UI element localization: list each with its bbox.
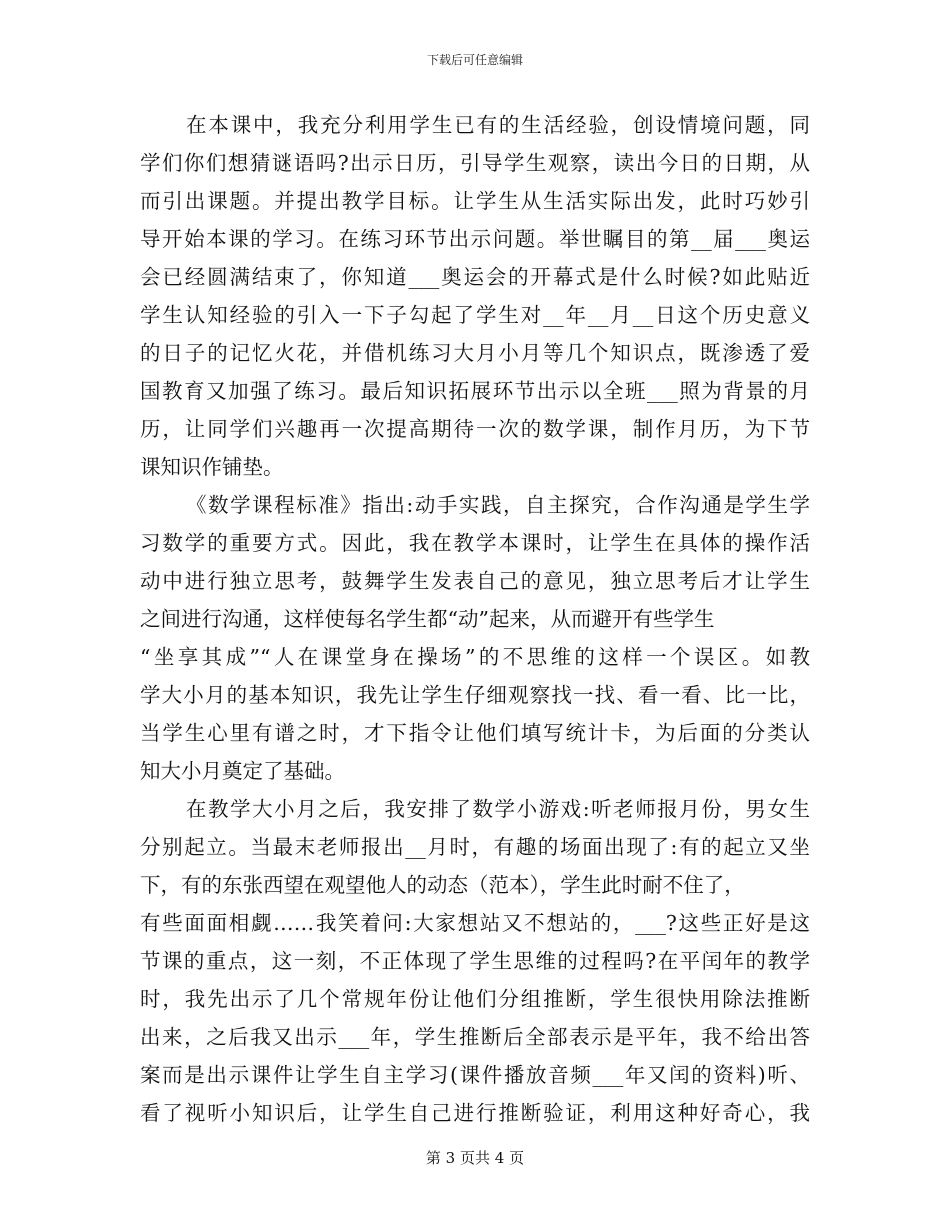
text-line: 有些面面相觑……我笑着问:大家想站又不想站的，___?这些正好是这 — [140, 911, 810, 935]
paragraph-3 — [140, 790, 810, 1132]
text-line: 课知识作铺垫。 — [140, 455, 284, 479]
text-line: 会已经圆满结束了，你知道___奥运会的开幕式是什么时候?如此贴近 — [140, 265, 810, 289]
text-line: 学们你们想猜谜语吗?出示日历，引导学生观察，读出今日的日期，从 — [140, 151, 810, 175]
text-line: 习数学的重要方式。因此，我在教学本课时，让学生在具体的操作活 — [140, 531, 810, 555]
text-line: “坐享其成”“人在课堂身在操场”的不思维的这样一个误区。如教 — [140, 645, 810, 669]
text-line: 节课的重点，这一刻，不正体现了学生思维的过程吗?在平闰年的教学 — [140, 949, 810, 973]
paragraph-2 — [140, 486, 810, 790]
paragraph-1 — [140, 106, 810, 486]
text-line: 当学生心里有谱之时，才下指令让他们填写统计卡，为后面的分类认 — [140, 721, 810, 745]
text-line: 在教学大小月之后，我安排了数学小游戏:听老师报月份，男女生 — [186, 797, 810, 821]
text-line: 国教育又加强了练习。最后知识拓展环节出示以全班___照为背景的月 — [140, 379, 810, 403]
text-line: 的日子的记忆火花，并借机练习大月小月等几个知识点，既渗透了爱 — [140, 341, 810, 365]
text-line: 《数学课程标准》指出:动手实践，自主探究，合作沟通是学生学 — [186, 493, 810, 517]
text-line: 下，有的东张西望在观望他人的动态（范本），学生此时耐不住了， — [140, 873, 745, 897]
text-line: 分别起立。当最末老师报出__月时，有趣的场面出现了:有的起立又坐 — [140, 835, 810, 859]
page-header: 下载后可任意编辑 — [426, 53, 523, 67]
text-line: 案而是出示课件让学生自主学习(课件播放音频___年又闰的资料)听、 — [140, 1063, 810, 1087]
text-line: 出来，之后我又出示___年，学生推断后全部表示是平年，我不给出答 — [140, 1025, 810, 1049]
text-line: 在本课中，我充分利用学生已有的生活经验，创设情境问题，同 — [186, 113, 810, 137]
text-line: 之间进行沟通，这样使每名学生都“动”起来，从而避开有些学生 — [140, 607, 715, 631]
text-line: 知大小月奠定了基础。 — [140, 759, 345, 783]
text-line: 动中进行独立思考，鼓舞学生发表自己的意见，独立思考后才让学生 — [140, 569, 810, 593]
text-line: 而引出课题。并提出教学目标。让学生从生活实际出发，此时巧妙引 — [140, 189, 810, 213]
text-line: 看了视听小知识后，让学生自己进行推断验证，利用这种好奇心，我 — [140, 1101, 810, 1125]
text-line: 学生认知经验的引入一下子勾起了学生对__年__月__日这个历史意义 — [140, 303, 810, 327]
document-body — [140, 106, 810, 1132]
text-line: 学大小月的基本知识，我先让学生仔细观察找一找、看一看、比一比， — [140, 683, 810, 707]
page-footer: 第 3 页共 4 页 — [425, 1149, 525, 1167]
text-line: 历，让同学们兴趣再一次提高期待一次的数学课，制作月历，为下节 — [140, 417, 810, 441]
text-line: 导开始本课的学习。在练习环节出示问题。举世瞩目的第__届___奥运 — [140, 227, 810, 251]
text-line: 时，我先出示了几个常规年份让他们分组推断，学生很快用除法推断 — [140, 987, 810, 1011]
